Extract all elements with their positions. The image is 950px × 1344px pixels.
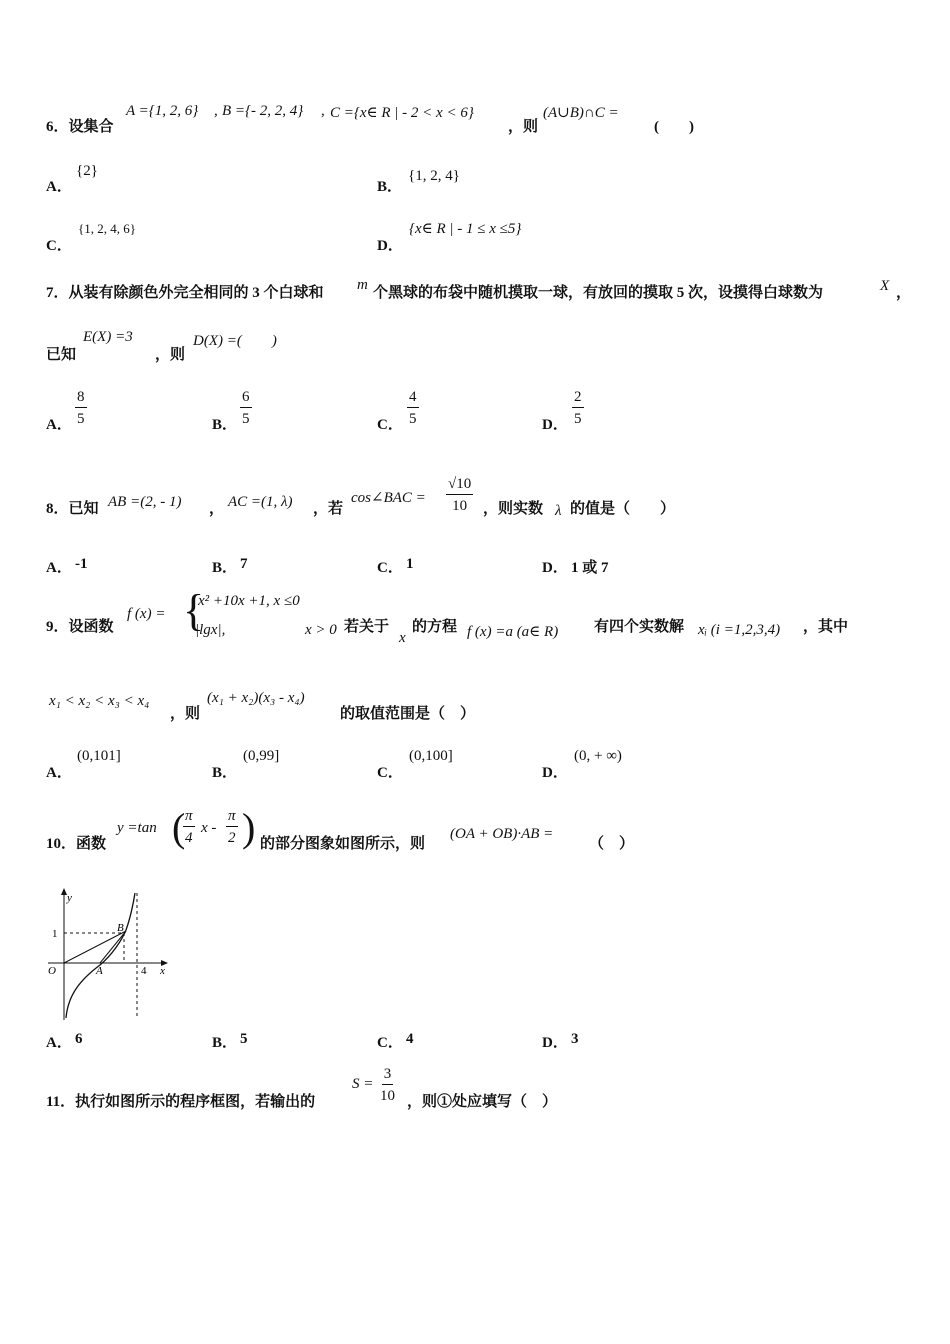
q8-option-c: 1 <box>406 556 414 572</box>
q9-brace: { <box>183 586 205 635</box>
q9-then: ，则 <box>170 706 201 722</box>
q9-case-2-cond: x > 0 <box>305 622 337 638</box>
q9-option-a: (0,101] <box>77 748 121 764</box>
q9-case-1: x² +10x +1, x ≤0 <box>198 593 300 609</box>
q9-equation: 的方程 <box>412 619 458 635</box>
q7-option-d <box>572 387 584 430</box>
q10-partial: 的部分图象如图所示，则 <box>260 836 426 852</box>
q9-option-d: (0, + ∞) <box>574 748 622 764</box>
q8-option-b: 7 <box>240 556 248 572</box>
graph-segment-ab <box>100 931 126 963</box>
q10-frac-pi-2 <box>226 806 238 849</box>
q7-stem-2: 个黑球的布袋中随机摸取一球，有放回的摸取 5 次，设摸得白球数为 <box>373 285 824 301</box>
graph-label-a: A <box>96 965 103 977</box>
q8-comma: ， <box>209 501 225 517</box>
q6-comma-1: , <box>214 103 218 119</box>
q8-option-d: 1 或 7 <box>571 560 609 576</box>
q8-option-a-label: A． <box>46 560 72 576</box>
graph-tan-curve <box>66 893 135 1018</box>
q6-set-b: B ={- 2, 2, 4} <box>222 103 304 119</box>
q7-var-x: X <box>880 278 890 294</box>
graph-label-one: 1 <box>52 928 58 940</box>
q9-xi: xᵢ (i =1,2,3,4) <box>698 622 781 638</box>
q8-lambda: λ <box>555 503 562 519</box>
q9-about: 若关于 <box>344 619 390 635</box>
q11-s-equals: S = <box>352 1076 374 1092</box>
q9-f-equals-a: f (x) =a (a∈ R) <box>467 624 559 640</box>
q7-option-a-label: A． <box>46 417 72 433</box>
q11-rest: ，则①处应填写（ ） <box>407 1094 558 1110</box>
q9-var-x: x <box>399 630 406 646</box>
q9-has-four: 有四个实数解 <box>594 619 685 635</box>
q9-product: (x₁ + x₂)(x₃ - x₄) <box>207 690 305 706</box>
q10-two: 2 <box>228 830 236 846</box>
q6-option-c-label: C． <box>46 238 72 254</box>
q7-option-a-num: 8 <box>75 387 87 408</box>
q11-num: 3 <box>382 1064 394 1085</box>
q10-frac-pi-4 <box>183 806 195 849</box>
q6-option-b-label: B． <box>377 179 403 195</box>
q8-vector-ab: AB =(2, - 1) <box>108 494 182 510</box>
q8-sqrt-num: √10 <box>446 474 473 495</box>
q10-option-c-label: C． <box>377 1035 403 1051</box>
q11-den: 10 <box>380 1088 395 1104</box>
q8-den: 10 <box>452 498 468 514</box>
q6-set-a: A ={1, 2, 6} <box>126 103 199 119</box>
q10-stem: 10．函数 <box>46 836 107 852</box>
q7-stem-1: 7．从装有除颜色外完全相同的 3 个白球和 <box>46 285 324 301</box>
q9-option-b: (0,99] <box>243 748 280 764</box>
q7-option-c-num: 4 <box>407 387 419 408</box>
q7-var-m: m <box>357 277 368 293</box>
q7-expectation: E(X) =3 <box>83 329 133 345</box>
q10-answer-paren: （ ） <box>589 836 635 852</box>
q8-value-is: 的值是（ ） <box>570 501 676 517</box>
q6-set-c: C ={x∈ R | - 2 < x < 6} <box>330 105 474 121</box>
q6-answer-paren: ( ) <box>654 119 694 135</box>
graph-label-y: y <box>67 892 72 904</box>
q8-then-real: ，则实数 <box>483 501 544 517</box>
q7-option-d-den: 5 <box>574 411 582 427</box>
q9-case-2: |lgx|, <box>195 622 226 638</box>
q10-x-minus: x - <box>201 820 217 836</box>
q7-known: 已知 <box>46 347 77 363</box>
q8-fraction <box>446 474 473 517</box>
q7-then: ，则 <box>155 347 186 363</box>
q10-pi-2: π <box>226 806 238 827</box>
q7-option-b <box>240 387 252 430</box>
q10-option-c: 4 <box>406 1031 414 1047</box>
q6-then: ，则 <box>508 119 539 135</box>
q7-variance: D(X) =( ) <box>193 333 277 349</box>
q8-option-a: -1 <box>75 556 88 572</box>
q7-option-d-num: 2 <box>572 387 584 408</box>
q9-stem: 9．设函数 <box>46 619 114 635</box>
q10-option-b-label: B． <box>212 1035 238 1051</box>
q11-stem: 11．执行如图所示的程序框图，若输出的 <box>46 1094 316 1110</box>
q7-comma: ， <box>896 285 912 301</box>
q8-option-b-label: B． <box>212 560 238 576</box>
q6-stem: 6．设集合 <box>46 119 114 135</box>
q9-range: 的取值范围是（ ） <box>340 706 476 722</box>
q8-vector-ac: AC =(1, λ) <box>228 494 293 510</box>
q10-four: 4 <box>185 830 193 846</box>
q10-graph <box>40 885 175 1025</box>
graph-label-four: 4 <box>141 965 147 977</box>
q8-option-d-label: D． <box>542 560 568 576</box>
q6-option-b: {1, 2, 4} <box>408 168 460 184</box>
q7-option-b-label: B． <box>212 417 238 433</box>
q9-option-d-label: D． <box>542 765 568 781</box>
q9-order: x₁ < x₂ < x₃ < x₄ <box>49 693 150 709</box>
q7-option-c <box>407 387 419 430</box>
q7-option-a <box>75 387 87 430</box>
q7-option-b-den: 5 <box>242 411 250 427</box>
q11-fraction <box>380 1064 395 1107</box>
q9-among: ，其中 <box>803 619 849 635</box>
q7-option-a-den: 5 <box>77 411 85 427</box>
graph-label-o: O <box>48 965 56 977</box>
q9-option-c-label: C． <box>377 765 403 781</box>
q6-comma-2: , <box>321 103 325 119</box>
graph-label-x: x <box>160 965 165 977</box>
q8-stem: 8．已知 <box>46 501 99 517</box>
q8-option-c-label: C． <box>377 560 403 576</box>
q10-left-paren: ( <box>172 805 186 850</box>
q10-option-a-label: A． <box>46 1035 72 1051</box>
q8-if: ，若 <box>313 501 344 517</box>
q7-option-d-label: D． <box>542 417 568 433</box>
q6-option-d: {x∈ R | - 1 ≤ x ≤5} <box>409 221 522 237</box>
q8-cos: cos∠BAC = <box>351 490 426 506</box>
q10-option-d-label: D． <box>542 1035 568 1051</box>
q10-option-d: 3 <box>571 1031 579 1047</box>
q7-option-b-num: 6 <box>240 387 252 408</box>
q7-option-c-den: 5 <box>409 411 417 427</box>
q10-option-b: 5 <box>240 1031 248 1047</box>
q6-expression: (A∪B)∩C = <box>543 105 619 121</box>
q10-right-paren: ) <box>242 805 256 850</box>
q10-option-a: 6 <box>75 1031 83 1047</box>
q9-option-a-label: A． <box>46 765 72 781</box>
q7-option-c-label: C． <box>377 417 403 433</box>
q9-fx: f (x) = <box>127 606 166 622</box>
q9-option-b-label: B． <box>212 765 238 781</box>
q6-option-a-label: A． <box>46 179 72 195</box>
q10-y-tan: y =tan <box>117 820 157 836</box>
q10-vector-expr: (OA + OB)·AB = <box>450 826 554 842</box>
graph-label-b: B <box>117 922 124 934</box>
q6-option-c: {1, 2, 4, 6} <box>78 221 136 236</box>
q6-option-a: {2} <box>76 163 98 179</box>
q9-option-c: (0,100] <box>409 748 453 764</box>
q6-option-d-label: D． <box>377 238 403 254</box>
q10-pi-1: π <box>183 806 195 827</box>
